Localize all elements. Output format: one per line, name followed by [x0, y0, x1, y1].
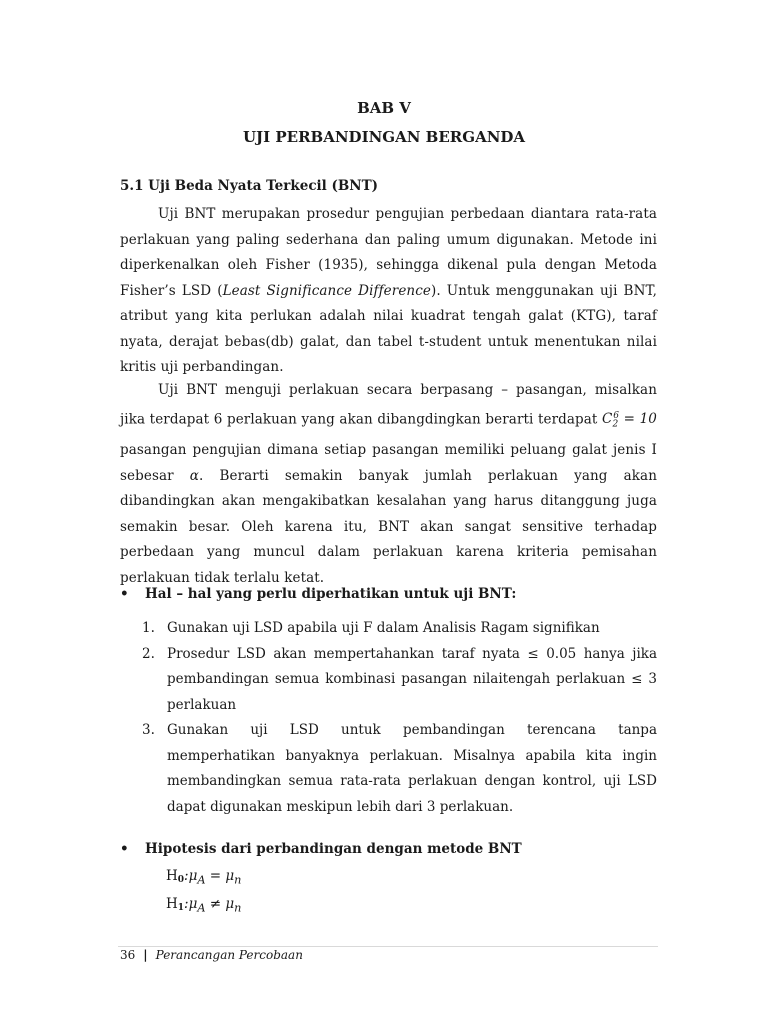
- hypothesis-null: [166, 868, 241, 887]
- list-item-text: Prosedur LSD akan mempertahankan taraf nyata ≤ 0.05 hanya jika pembandingan semua kombinasi pasangan nilaitengah perlakuan ≤ 3 perlakuan: [167, 645, 657, 713]
- page-number: 36: [120, 948, 136, 962]
- alpha-symbol: α: [189, 467, 199, 484]
- hypothesis-alt-label: H: [166, 896, 178, 912]
- hypothesis-null-mu: :μ: [184, 868, 198, 884]
- hypothesis-null-a: A: [197, 873, 206, 887]
- combination-sup: 6: [613, 410, 620, 421]
- footer-separator: |: [143, 948, 148, 962]
- paragraph-2-text-c: . Berarti semakin banyak jumlah perlakuan yang akan dibandingkan akan mengakibatkan kesalahan yang harus ditanggung juga semakin besar. Oleh karena itu, BNT akan sangat sensitive terhadap perbedaan yang muncul dalam perlakuan karena kriteria pemisahan perlakuan tidak terlalu ketat.: [120, 467, 657, 586]
- hypothesis-alt-relation: ≠ μ: [205, 896, 235, 912]
- numbered-list: [142, 616, 657, 820]
- list-item: [142, 718, 657, 820]
- list-item: [142, 616, 657, 642]
- list-item: [142, 642, 657, 719]
- bullet-heading-text: Hal – hal yang perlu diperhatikan untuk uji BNT:: [145, 586, 517, 602]
- hypothesis-alt-n: n: [234, 901, 242, 915]
- combination-base: C: [602, 411, 613, 427]
- chapter-title: UJI PERBANDINGAN BERGANDA: [242, 128, 526, 146]
- list-item-number: 3.: [142, 722, 155, 738]
- paragraph-1-text-a: Uji BNT merupakan prosedur pengujian perbedaan diantara rata-rata perlakuan yang paling sederhana dan paling umum digunakan. Metode ini diperkenalkan oleh Fisher (1935), sehingga dikenal pula dengan Metoda Fisher’s LSD (: [120, 206, 657, 299]
- hypothesis-alt-sub: 1: [177, 903, 185, 913]
- bullet-heading-hypothesis: [120, 841, 522, 857]
- hypothesis-null-label: H: [166, 868, 178, 884]
- hypothesis-null-sub: 0: [177, 875, 185, 885]
- bullet-heading-text: Hipotesis dari perbandingan dengan metode BNT: [145, 841, 522, 857]
- section-heading: 5.1 Uji Beda Nyata Terkecil (BNT): [120, 178, 379, 194]
- paragraph-1-italic: Least Significance Difference: [222, 282, 431, 299]
- hypothesis-null-n: n: [234, 873, 242, 887]
- combination-sub: 2: [612, 419, 619, 430]
- hypothesis-null-relation: = μ: [205, 868, 235, 884]
- paragraph-2-text-a: Uji BNT menguji perlakuan secara berpasang – pasangan, misalkan jika terdapat 6 perlakuan yang akan dibangdingkan berarti terdapat: [120, 382, 657, 427]
- list-item-number: 2.: [142, 645, 155, 662]
- paragraph-1: [120, 202, 657, 381]
- bullet-heading-considerations: [120, 586, 516, 602]
- book-title: Perancangan Percobaan: [155, 948, 303, 962]
- hypothesis-alternative: [166, 896, 241, 915]
- footer-divider: [118, 946, 658, 947]
- page-footer: [120, 948, 303, 962]
- hypothesis-alt-mu: :μ: [184, 896, 198, 912]
- paragraph-2: [120, 378, 657, 591]
- chapter-label: BAB V: [357, 99, 411, 117]
- combination-equals: = 10: [619, 411, 657, 427]
- paragraph-2-text-b: pasangan pengujian dimana setiap pasangan memiliki peluang galat jenis I sebesar: [120, 442, 657, 484]
- bullet-icon: •: [120, 841, 129, 857]
- paragraph-1-text-b: ). Untuk menggunakan uji BNT, atribut yang kita perlukan adalah nilai kuadrat tengah galat (KTG), taraf nyata, derajat bebas(db) galat, dan tabel t-student untuk menentukan nilai kritis uji perbandingan.: [120, 282, 657, 375]
- hypothesis-alt-a: A: [197, 901, 206, 915]
- list-item-text: Gunakan uji LSD untuk pembandingan terencana tanpa memperhatikan banyaknya perlakuan. Misalnya apabila kita ingin membandingkan semua rata-rata perlakuan dengan kontrol, uji LSD dapat digunakan meskipun lebih dari 3 perlakuan.: [167, 722, 657, 815]
- combination-formula: [602, 410, 657, 430]
- list-item-text: Gunakan uji LSD apabila uji F dalam Analisis Ragam signifikan: [167, 620, 600, 636]
- list-item-number: 1.: [142, 620, 155, 636]
- bullet-icon: •: [120, 586, 129, 602]
